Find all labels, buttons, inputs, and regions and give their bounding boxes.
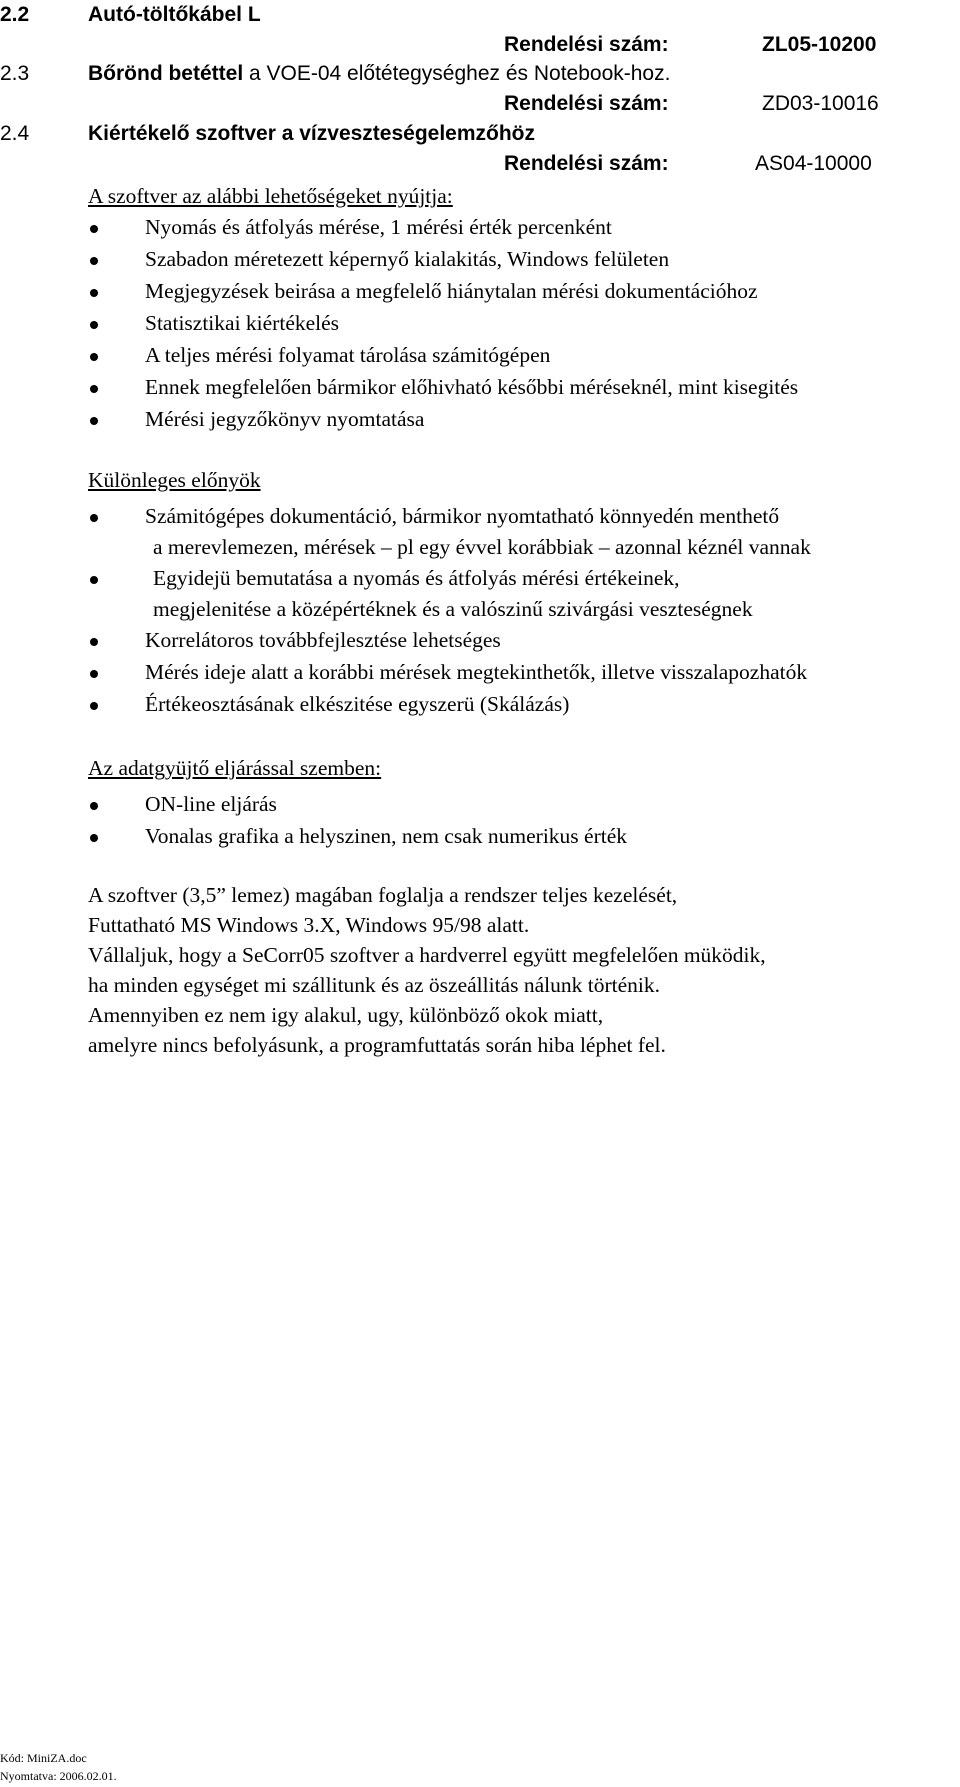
bullet-icon [90,257,98,265]
bullet-icon [90,321,98,329]
advantage-item: Mérés ideje alatt a korábbi mérések megtekinthetők, illetve visszalapozhatók [145,660,808,684]
bullet-icon [90,514,98,522]
advantage-item: Egyidejü bemutatása a nyomás és átfolyás mérési értékeinek, [153,566,680,590]
order-number: ZL05-10200 [762,33,877,56]
order-label: Rendelési szám: [504,152,669,175]
section-number: 2.3 [0,62,30,85]
collector-item: Vonalas grafika a helyszinen, nem csak numerikus érték [145,824,627,848]
advantages-heading: Különleges előnyök [88,468,261,492]
section-title-rest: a VOE-04 előtétegységhez és Notebook-hoz. [243,62,671,85]
section-title: Kiértékelő szoftver a vízveszteségelemzőhöz [88,122,536,145]
bullet-icon [90,702,98,710]
collector-heading: Az adatgyüjtő eljárással szemben: [88,756,382,780]
advantage-item: Korrelátoros továbbfejlesztése lehetséges [145,628,501,652]
feature-item: Szabadon méretezett képernyő kialakitás, Windows felületen [145,247,670,271]
order-number: ZD03-10016 [762,92,879,115]
bullet-icon [90,834,98,842]
feature-item: Mérési jegyzőkönyv nyomtatása [145,407,425,431]
collector-item: ON-line eljárás [145,792,277,816]
order-label: Rendelési szám: [504,92,669,115]
closing-line: amelyre nincs befolyásunk, a programfuttatás során hiba léphet fel. [88,1033,666,1057]
section-number: 2.2 [0,3,30,26]
bullet-icon [90,638,98,646]
order-number: AS04-10000 [755,152,872,175]
advantage-item: Értékeosztásának elkészitése egyszerü (Skálázás) [145,692,570,716]
footer-printed: Nyomtatva: 2006.02.01. [0,1769,117,1783]
closing-line: A szoftver (3,5” lemez) magában foglalja a rendszer teljes kezelését, [88,883,678,907]
advantage-item: Számitógépes dokumentáció, bármikor nyomtatható könnyedén menthető [145,504,780,528]
feature-item: Statisztikai kiértékelés [145,311,340,335]
feature-item: Ennek megfelelően bármikor előhivható későbbi méréseknél, mint kisegités [145,375,799,399]
bullet-icon [90,225,98,233]
bullet-icon [90,385,98,393]
order-label: Rendelési szám: [504,33,669,56]
feature-item: A teljes mérési folyamat tárolása számitógépen [145,343,551,367]
bullet-icon [90,576,98,584]
closing-line: Futtatható MS Windows 3.X, Windows 95/98 alatt. [88,913,530,937]
feature-item: Nyomás és átfolyás mérése, 1 mérési érték percenként [145,215,612,239]
bullet-icon [90,417,98,425]
bullet-icon [90,353,98,361]
section-title-bold: Bőrönd betéttel [88,62,244,85]
advantage-item-cont: a merevlemezen, mérések – pl egy évvel korábbiak – azonnal kéznél vannak [153,535,811,559]
bullet-icon [90,670,98,678]
section-number: 2.4 [0,122,30,145]
closing-line: Amennyiben ez nem igy alakul, ugy, különböző okok miatt, [88,1003,604,1027]
bullet-icon [90,289,98,297]
section-title [88,63,670,84]
bullet-icon [90,802,98,810]
footer-code: Kód: MiniZA.doc [0,1751,87,1765]
software-intro: A szoftver az alábbi lehetőségeket nyújtja: [88,184,453,208]
closing-line: Vállaljuk, hogy a SeCorr05 szoftver a hardverrel együtt megfelelően müködik, [88,943,766,967]
closing-line: ha minden egységet mi szállitunk és az öszeállitás nálunk történik. [88,973,660,997]
feature-item: Megjegyzések beirása a megfelelő hiánytalan mérési dokumentációhoz [145,279,758,303]
advantage-item-cont: megjelenitése a középértéknek és a valószinű szivárgási veszteségnek [153,597,753,621]
section-title: Autó-töltőkábel L [88,3,261,26]
